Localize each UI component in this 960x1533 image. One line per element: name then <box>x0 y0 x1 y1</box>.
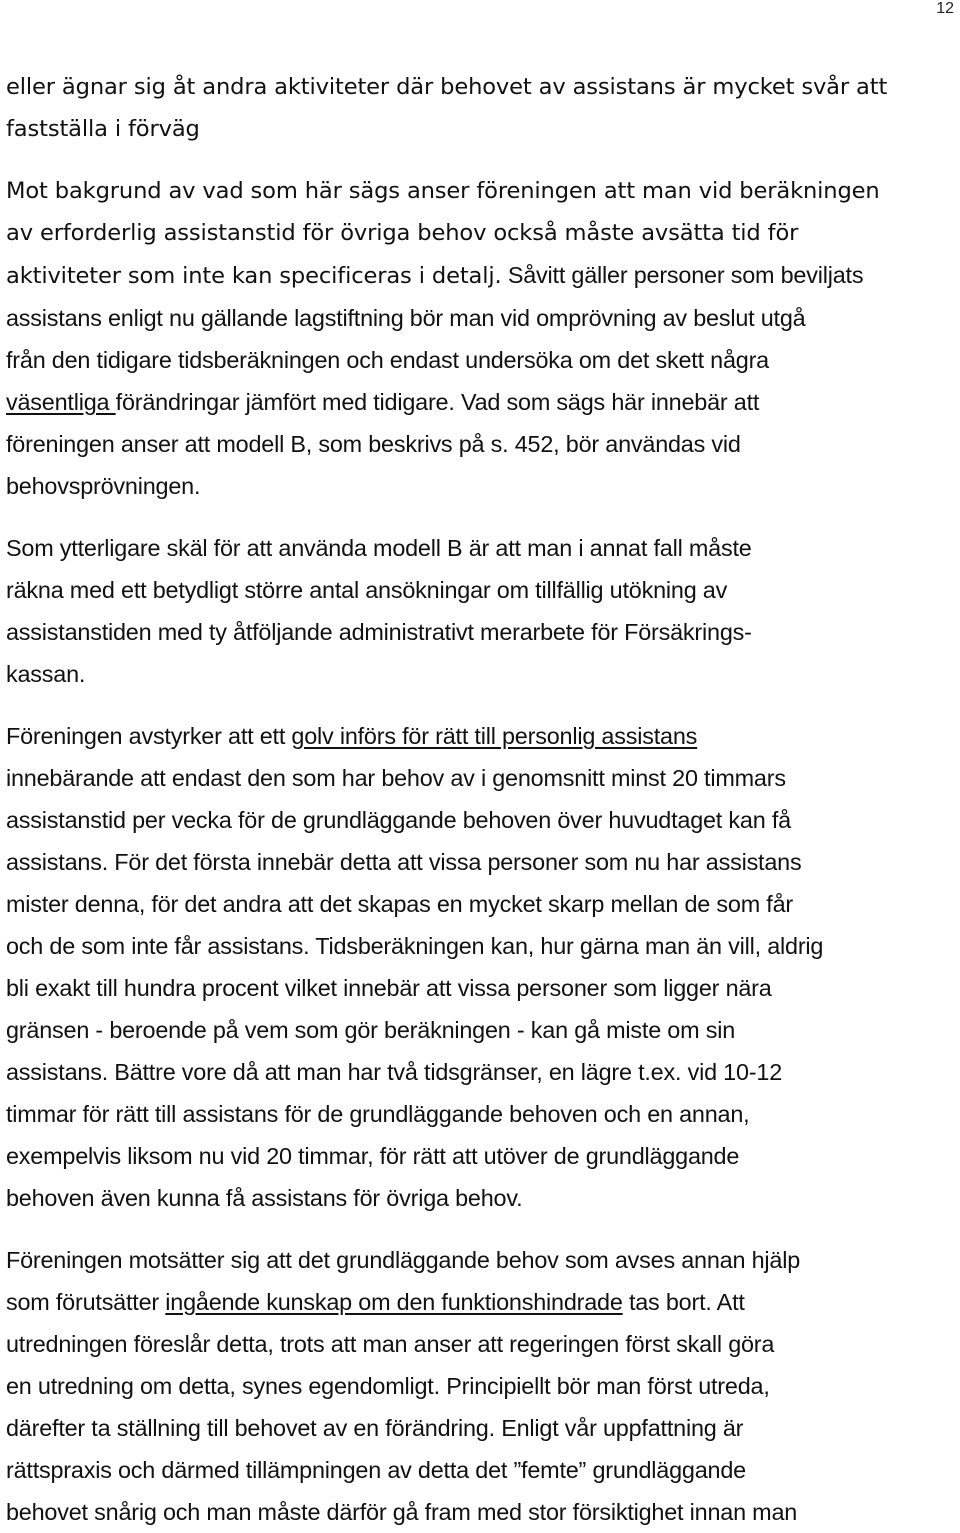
text-line: behoven även kunna få assistans för övriga behov. <box>6 1185 523 1211</box>
text-line: bli exakt till hundra procent vilket innebär att vissa personer som ligger nära <box>6 975 772 1001</box>
paragraph-4 <box>6 715 958 1219</box>
text-line: Föreningen motsätter sig att det grundläggande behov som avses annan hjälp <box>6 1247 801 1273</box>
text-run: aktiviteter som inte kan specificeras i detalj. <box>6 263 502 289</box>
text-line: kassan. <box>6 661 86 687</box>
paragraph-3 <box>6 527 958 695</box>
text-line: gränsen - beroende på vem som gör beräkningen - kan gå miste om sin <box>6 1017 736 1043</box>
text-line <box>6 381 958 423</box>
text-line <box>6 1281 958 1323</box>
underlined-text: ingående kunskap om den funktionshindrade <box>165 1289 623 1315</box>
text-line: behovet snårig och man måste därför gå fram med stor försiktighet innan man <box>6 1499 798 1525</box>
underlined-text: väsentliga <box>6 389 116 415</box>
paragraph-2 <box>6 170 958 507</box>
text-line: eller ägnar sig åt andra aktiviteter där behovet av assistans är mycket svår att <box>6 74 888 100</box>
text-line: därefter ta ställning till behovet av en förändring. Enligt vår uppfattning är <box>6 1415 744 1441</box>
text-line: mister denna, för det andra att det skapas en mycket skarp mellan de som får <box>6 891 793 917</box>
paragraph-1 <box>6 66 958 150</box>
text-line: exempelvis liksom nu vid 20 timmar, för rätt att utöver de grundläggande <box>6 1143 740 1169</box>
text-run: förändringar jämfört med tidigare. Vad som sägs här innebär att <box>115 389 760 415</box>
text-line: av erforderlig assistanstid för övriga behov också måste avsätta tid för <box>6 220 799 246</box>
text-run: tas bort. Att <box>622 1289 745 1315</box>
text-line: assistans. För det första innebär detta att vissa personer som nu har assistans <box>6 849 802 875</box>
text-line: räkna med ett betydligt större antal ansökningar om tillfällig utökning av <box>6 577 728 603</box>
text-line: assistans enligt nu gällande lagstiftning bör man vid omprövning av beslut utgå <box>6 305 806 331</box>
text-line: behovsprövningen. <box>6 473 201 499</box>
text-line <box>6 715 958 757</box>
text-line: assistans. Bättre vore då att man har två tidsgränser, en lägre t.ex. vid 10-12 <box>6 1059 782 1085</box>
paragraph-5 <box>6 1239 958 1533</box>
text-line: Som ytterligare skäl för att använda modell B är att man i annat fall måste <box>6 535 752 561</box>
text-line: och de som inte får assistans. Tidsberäkningen kan, hur gärna man än vill, aldrig <box>6 933 824 959</box>
underlined-text: golv införs för rätt till personlig assistans <box>291 723 698 749</box>
text-line: föreningen anser att modell B, som beskrivs på s. 452, bör användas vid <box>6 431 741 457</box>
text-line: assistanstiden med ty åtföljande administrativt merarbete för Försäkrings- <box>6 619 752 645</box>
text-line: utredningen föreslår detta, trots att man anser att regeringen först skall göra <box>6 1331 775 1357</box>
text-line: Mot bakgrund av vad som här sägs anser föreningen att man vid beräkningen <box>6 178 880 204</box>
text-line: en utredning om detta, synes egendomligt. Principiellt bör man först utreda, <box>6 1373 770 1399</box>
text-line: fastställa i förväg <box>6 116 200 142</box>
text-run: Föreningen avstyrker att ett <box>6 723 292 749</box>
text-line: assistanstid per vecka för de grundläggande behoven över huvudtaget kan få <box>6 807 791 833</box>
text-line <box>6 254 958 297</box>
text-run: som förutsätter <box>6 1289 166 1315</box>
text-line: rättspraxis och därmed tillämpningen av detta det ”femte” grundläggande <box>6 1457 746 1483</box>
text-line: timmar för rätt till assistans för de grundläggande behoven och en annan, <box>6 1101 750 1127</box>
text-line: från den tidigare tidsberäkningen och endast undersöka om det skett några <box>6 347 769 373</box>
page-number: 12 <box>936 0 954 17</box>
text-line: innebärande att endast den som har behov av i genomsnitt minst 20 timmars <box>6 765 786 791</box>
text-run: Såvitt gäller personer som beviljats <box>501 262 864 288</box>
document-body <box>6 66 958 1533</box>
